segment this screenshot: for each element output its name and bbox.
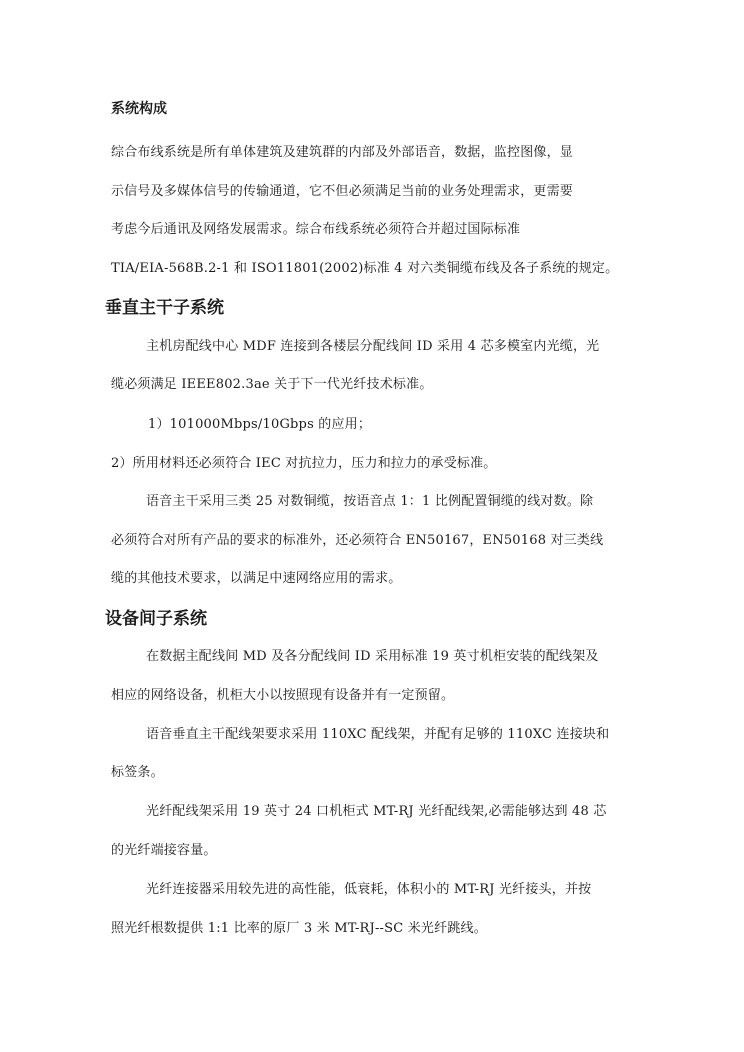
intro-line: 示信号及多媒体信号的传输通道，它不但必须满足当前的业务处理需求，更需要 — [111, 184, 574, 199]
equipment-p3-line: 光纤配线架采用 19 英寸 24 口机柜式 MT-RJ 光纤配线架,必需能够达到 48 芯 — [146, 804, 607, 819]
equipment-p2-line: 标签条。 — [111, 765, 164, 780]
equipment-p4-line: 光纤连接器采用较先进的高性能，低衰耗，体积小的 MT-RJ 光纤接头，并按 — [146, 882, 592, 897]
vertical-item-1: 1）101000Mbps/10Gbps 的应用； — [148, 417, 372, 432]
equipment-heading: 设备间子系统 — [105, 609, 207, 629]
equipment-p2-line: 语音垂直主干配线架要求采用 110XC 配线架，并配有足够的 110XC 连接块和 — [146, 727, 610, 742]
equipment-p1-line: 相应的网络设备，机柜大小以按照现有设备并有一定预留。 — [111, 688, 455, 703]
equipment-p1-line: 在数据主配线间 MD 及各分配线间 ID 采用标准 19 英寸机柜安装的配线架及 — [146, 649, 599, 664]
intro-line: 综合布线系统是所有单体建筑及建筑群的内部及外部语音，数据，监控图像，显 — [111, 145, 574, 160]
intro-line: TIA/EIA-568B.2-1 和 ISO11801(2002)标准 4 对六类铜缆布线及各子系统的规定。 — [111, 261, 619, 276]
vertical-p1-line: 主机房配线中心 MDF 连接到各楼层分配线间 ID 采用 4 芯多模室内光缆，光 — [146, 339, 600, 354]
vertical-p2-line: 必须符合对所有产品的要求的标准外，还必须符合 EN50167，EN50168 对三类线 — [111, 533, 604, 548]
intro-line: 考虑今后通讯及网络发展需求。综合布线系统必须符合并超过国际标准 — [111, 222, 521, 237]
equipment-p4-line: 照光纤根数提供 1:1 比率的原厂 3 米 MT-RJ--SC 米光纤跳线。 — [111, 921, 487, 936]
vertical-item-2: 2）所用材料还必须符合 IEC 对抗拉力，压力和拉力的承受标准。 — [111, 456, 497, 471]
vertical-p2-line: 缆的其他技术要求，以满足中速网络应用的需求。 — [111, 571, 402, 586]
vertical-heading: 垂直主干子系统 — [105, 298, 224, 318]
vertical-p1-line: 缆必须满足 IEEE802.3ae 关于下一代光纤技术标准。 — [111, 377, 433, 392]
equipment-p3-line: 的光纤端接容量。 — [111, 843, 217, 858]
section-title: 系统构成 — [111, 101, 167, 117]
vertical-p2-line: 语音主干采用三类 25 对数铜缆，按语音点 1：1 比例配置铜缆的线对数。除 — [146, 494, 594, 509]
